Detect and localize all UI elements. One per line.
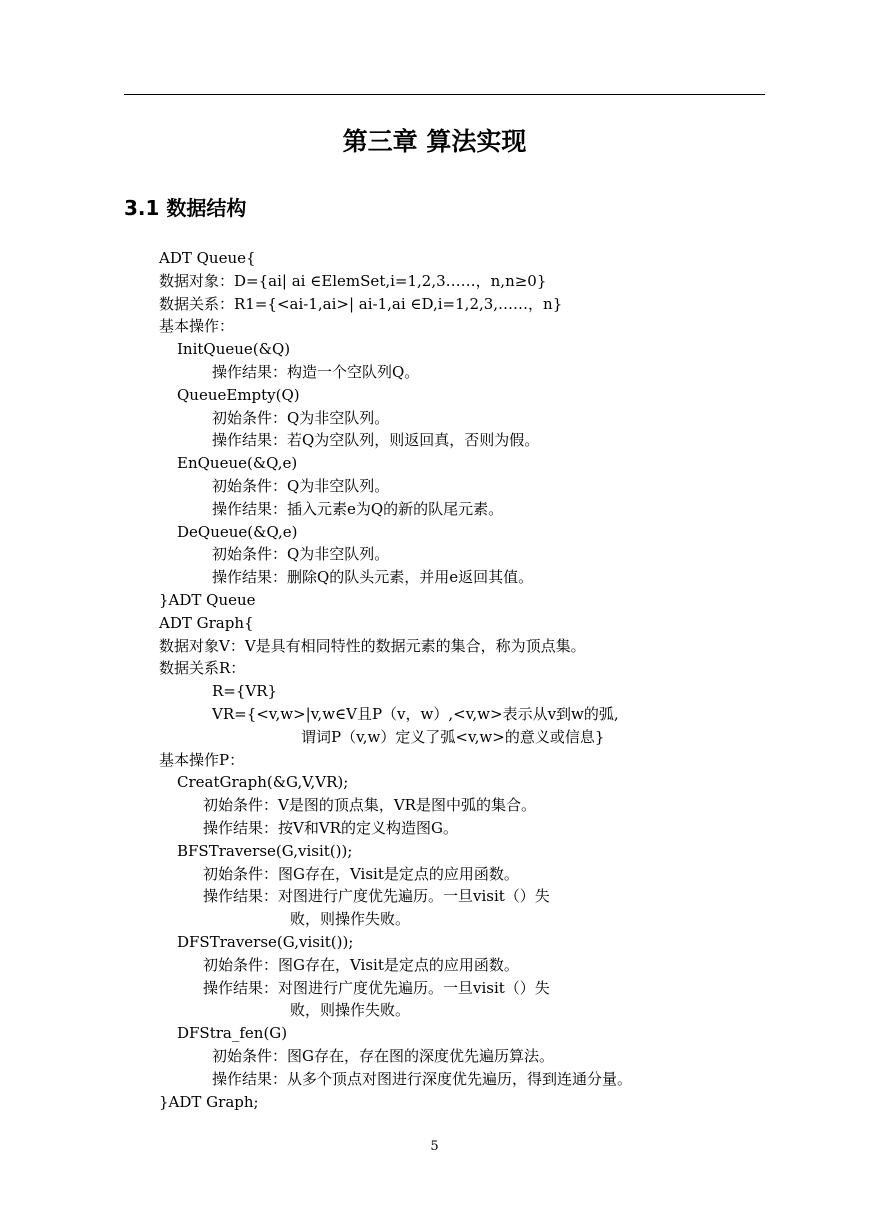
code-line: BFSTraverse(G,visit()); bbox=[177, 841, 353, 860]
code-line: InitQueue(&Q) bbox=[177, 340, 291, 359]
code-line: 操作结果：构造一个空队列Q。 bbox=[212, 363, 420, 381]
code-line: 操作结果：按V和VR的定义构造图G。 bbox=[203, 819, 458, 837]
code-line: 操作结果：对图进行广度优先遍历。一旦visit（）失 bbox=[203, 887, 550, 906]
code-line: 基本操作P： bbox=[159, 750, 245, 769]
code-line: 数据对象V：V是具有相同特性的数据元素的集合，称为顶点集。 bbox=[159, 636, 586, 655]
code-line: R={VR} bbox=[212, 682, 278, 701]
code-line: 操作结果：删除Q的队头元素，并用e返回其值。 bbox=[212, 568, 534, 587]
code-line: 初始条件：Q为非空队列。 bbox=[212, 477, 390, 495]
code-line: VR={<v,w>|v,w∈V且P（v，w）,<v,w>表示从v到w的弧, bbox=[212, 705, 619, 723]
code-line: ADT Graph{ bbox=[159, 613, 254, 632]
code-line: ADT Queue{ bbox=[159, 249, 256, 267]
section-heading: 3.1 数据结构 bbox=[124, 196, 247, 220]
code-line: 初始条件：Q为非空队列。 bbox=[212, 408, 390, 427]
header-rule bbox=[124, 94, 765, 95]
code-line: DFStra_fen(G) bbox=[177, 1024, 288, 1043]
code-line: DeQueue(&Q,e) bbox=[177, 522, 298, 541]
code-line: 败，则操作失败。 bbox=[290, 910, 411, 929]
code-line: CreatGraph(&G,V,VR); bbox=[177, 773, 349, 792]
code-line: 操作结果：插入元素e为Q的新的队尾元素。 bbox=[212, 499, 504, 518]
code-line: 操作结果：若Q为空队列，则返回真，否则为假。 bbox=[212, 431, 540, 450]
code-line: 初始条件：图G存在，Visit是定点的应用函数。 bbox=[203, 864, 519, 883]
code-line: 操作结果：从多个顶点对图进行深度优先遍历，得到连通分量。 bbox=[212, 1069, 633, 1088]
code-line: DFSTraverse(G,visit()); bbox=[177, 933, 354, 951]
code-line: 初始条件：图G存在，Visit是定点的应用函数。 bbox=[203, 955, 519, 974]
code-line: 败，则操作失败。 bbox=[290, 1001, 411, 1020]
code-line: }ADT Queue bbox=[159, 591, 256, 609]
code-line: QueueEmpty(Q) bbox=[177, 385, 300, 404]
code-line: }ADT Graph; bbox=[159, 1092, 259, 1111]
code-line: 初始条件：V是图的顶点集，VR是图中弧的集合。 bbox=[203, 796, 536, 815]
code-line: EnQueue(&Q,e) bbox=[177, 454, 298, 473]
code-line: 数据关系：R1={<ai-1,ai>| ai-1,ai ∈D,i=1,2,3,……，n} bbox=[159, 294, 563, 313]
code-line: 数据对象：D={ai| ai ∈ElemSet,i=1,2,3……，n,n≥0} bbox=[159, 271, 547, 290]
code-line: 初始条件：图G存在，存在图的深度优先遍历算法。 bbox=[212, 1047, 554, 1065]
code-line: 操作结果：对图进行广度优先遍历。一旦visit（）失 bbox=[203, 978, 550, 997]
code-line: 数据关系R： bbox=[159, 659, 246, 678]
code-line: 谓词P（v,w）定义了弧<v,w>的意义或信息} bbox=[301, 727, 605, 746]
code-line: 基本操作： bbox=[159, 317, 235, 336]
code-line: 初始条件：Q为非空队列。 bbox=[212, 545, 390, 564]
chapter-title: 第三章 算法实现 bbox=[342, 127, 527, 156]
page-number: 5 bbox=[430, 1139, 439, 1154]
